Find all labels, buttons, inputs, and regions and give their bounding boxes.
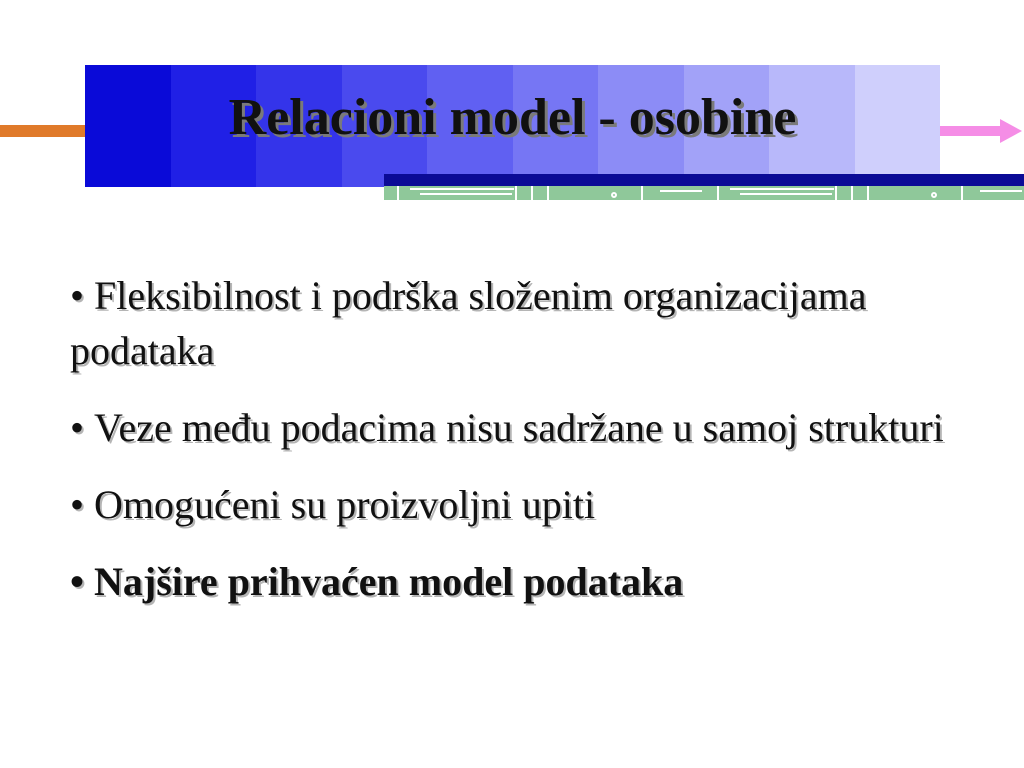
bullet-item <box>70 268 970 378</box>
decorative-arrow-line <box>940 126 1004 136</box>
bullet-item <box>70 554 970 609</box>
bullet-marker: • <box>70 559 85 604</box>
slide-title: Relacioni model - osobine <box>228 88 797 146</box>
bullet-marker: • <box>70 405 85 450</box>
bullet-item <box>70 400 970 455</box>
bullet-text: Najšire prihvaćen model podataka <box>94 559 684 604</box>
bullet-list <box>70 268 970 631</box>
bullet-text: Fleksibilnost i podrška složenim organizacijama podataka <box>70 273 867 373</box>
bullet-item <box>70 477 970 532</box>
arrow-right-icon <box>1000 119 1022 143</box>
decorative-strip-blue <box>384 174 1024 186</box>
bullet-text: Veze među podacima nisu sadržane u samoj strukturi <box>94 405 944 450</box>
bullet-text: Omogućeni su proizvoljni upiti <box>94 482 596 527</box>
decorative-line-left <box>0 125 86 137</box>
ruler-pattern <box>384 186 1024 200</box>
decorative-strip-green <box>384 186 1024 200</box>
bullet-marker: • <box>70 482 85 527</box>
bullet-marker: • <box>70 273 85 318</box>
